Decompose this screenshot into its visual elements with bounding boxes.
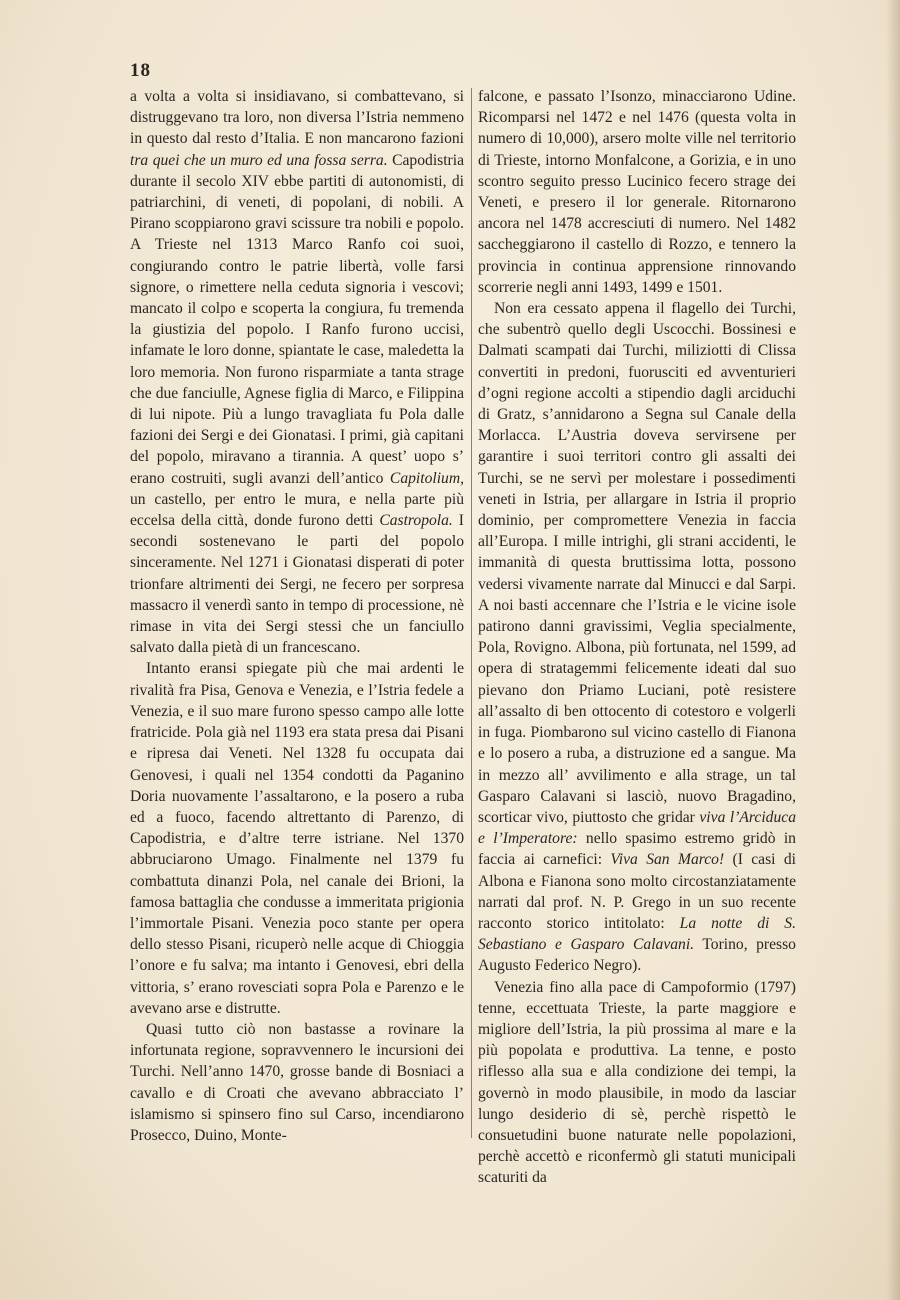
page-number: 18	[130, 60, 151, 81]
paragraph	[478, 298, 796, 977]
text-run: un castello, per entro le mura, e nella parte più eccelsa della città, donde furono detti	[130, 490, 464, 530]
text-run: Intanto eransi spiegate più che mai ardenti le rivalità fra Pisa, Genova e Venezia, e l’Istria fedele a Venezia, e il suo mare furono spesso campo alle lotte fratricide. Pola già nel 1193 era stata presa dai Pisani e ripresa dai Veneti. Nel 1328 fu occupata dai Genovesi, i quali nel 1354 condotti da Paganino Doria nuovamente l’assaltarono, e la posero a ruba ed a fuoco, facendo altrettanto di Parenzo, di Capodistria, e d’altre terre istriane. Nel 1370 abbruciarono Umago. Finalmente nel 1379 fu combattuta dinanzi Pola, nel canale dei Brioni, la famosa battaglia che condusse a immeritata prigionia l’immortale Pisani. Venezia poco stante per opera dello stesso Pisani, ricuperò nelle acque di Chioggia l’onore e fu salva; ma intanto i Genovesi, ebri della vittoria, s’ erano rovesciati sopra Pola e Parenzo e le avevano arse e distrutte.	[130, 660, 464, 1017]
text-run: (I casi di Albona e Fianona sono molto circostanziatamente narrati dal prof. N. P. Grego in un suo recente racconto storico intitolato:	[478, 851, 796, 932]
left-column	[130, 86, 464, 1146]
italic-text: tra quei che un muro ed una fossa serra.	[130, 151, 388, 169]
column-divider	[471, 88, 472, 1138]
text-run: Non era cessato appena il flagello dei Turchi, che subentrò quello degli Uscocchi. Bossinesi e Dalmati scampati dai Turchi, miliziotti di Clissa convertiti in predoni, fuorusciti ed avventurieri d’ogni regione accolti a stipendio dagli arciduchi di Gratz, s’annidarono a Segna sul Canale della Morlacca. L’Austria doveva servirsene per garantire i suoi territori contro gli assalti dei Turchi, se ne servì per molestare i possedimenti veneti in Istria, per allargare in Istria il proprio dominio, per compromettere Venezia in faccia all’Europa. I mille intrighi, gli strani accidenti, le immanità di questa bruttissima lotta, possono vedersi vivamente narrate dal Minucci e dal Sarpi. A noi basti accennare che l’Istria e le vicine isole patirono danni gravissimi, Veglia specialmente, Pola, Rovigno. Albona, più fortunata, nel 1599, ad opera di stratagemmi felicemente ideati dal suo pievano don Priamo Luciani, potè resistere all’assalto di ben ottocento di cotestoro e volgerli in fuga. Piombarono sul vicino castello di Fianona e lo posero a ruba, a distruzione ed a sangue. Ma in mezzo all’ avvilimento e alla strage, un tal Gasparo Calavani si lasciò, nuovo Bragadino, scorticar vivo, piuttosto che gridar	[478, 300, 796, 826]
italic-text: Castropola.	[379, 512, 453, 530]
text-run: Torino, presso Augusto Federico Negro).	[478, 936, 796, 975]
italic-text: La notte di S. Sebastiano e Gasparo Calavani.	[478, 914, 796, 954]
italic-text: Capitolium,	[389, 469, 464, 487]
text-run: falcone, e passato l’Isonzo, minacciarono Udine. Ricomparsi nel 1472 e nel 1476 (questa volta in numero di 10,000), arsero molte ville nel territorio di Trieste, intorno Monfalcone, a Gorizia, e in uno scontro seguito presso Lucinico fecero strage dei Veneti, e presero il lor generale. Ritornarono ancora nel 1478 accresciuti di numero. Nel 1482 saccheggiarono il castello di Rozzo, e tennero la provincia in continua apprensione rinnovando scorrerie negli anni 1493, 1499 e 1501.	[478, 88, 796, 296]
paragraph	[478, 977, 796, 1189]
italic-text: viva l’Arciduca e l’Imperatore:	[478, 808, 796, 848]
text-run: Capodistria durante il secolo XIV ebbe partiti di autonomisti, di patriarchini, di veneti, di popolani, di nobili. A Pirano scoppiarono gravi scissure tra nobili e popolo. A Trieste nel 1313 Marco Ranfo coi suoi, congiurando contro le patrie libertà, volle farsi signore, o rimettere nella ceduta signoria i vescovi; mancato il colpo e scoperta la congiura, fu tremenda la giustizia del popolo. I Ranfo furono uccisi, infamate le loro donne, spiantate le case, maledetta la loro memoria. Non furono risparmiate a tanta strage che due fanciulle, Agnese figlia di Marco, e Filippina di lui nipote. Più a lungo travagliata fu Pola dalle fazioni dei Sergi e dei Gionatasi. I primi, già capitani del popolo, miravano a tirannia. A quest’ uopo s’ erano costruiti, sugli avanzi dell’antico	[130, 151, 464, 487]
text-run: I secondi sostenevano le parti del popolo sinceramente. Nel 1271 i Gionatasi disperati di poter trionfare altrimenti dei Sergi, ne fecero per sorpresa massacro il venerdì santo in tempo di processione, nè rimase in vita dei Sergi stessi che un fanciullo salvato dalla pietà di un francescano.	[130, 512, 464, 657]
text-run: Quasi tutto ciò non bastasse a rovinare la infortunata regione, sopravvennero le incursioni dei Turchi. Nell’anno 1470, grosse bande di Bosniaci a cavallo e di Croati che avevano abbracciato l’ islamismo si spinsero fino sul Carso, incendiarono Prosecco, Duino, Monte-	[130, 1020, 464, 1144]
paragraph	[130, 86, 464, 658]
paragraph	[130, 658, 464, 1018]
paragraph	[478, 86, 796, 298]
page-edge-shadow	[886, 0, 900, 1300]
paragraph	[130, 1019, 464, 1146]
text-run: nello spasimo estremo gridò in faccia ai carnefici:	[478, 830, 796, 869]
right-column	[478, 86, 796, 1189]
text-run: Venezia fino alla pace di Campoformio (1797) tenne, eccettuata Trieste, la parte maggiore e migliore dell’Istria, la più prossima al mare e la più popolata e produttiva. La tenne, e posto riflesso alla sua e alla condizione dei tempi, la governò in modo plausibile, in modo da lasciar lungo desiderio di sè, perchè rispettò le consuetudini buone naturate nelle popolazioni, perchè accettò e riconfermò gli statuti municipali scaturiti da	[478, 978, 796, 1187]
text-run: a volta a volta si insidiavano, si combattevano, si distruggevano tra loro, non diversa l’Istria nemmeno in questo dal resto d’Italia. E non mancarono fazioni	[130, 88, 464, 148]
italic-text: Viva San Marco!	[610, 851, 725, 869]
